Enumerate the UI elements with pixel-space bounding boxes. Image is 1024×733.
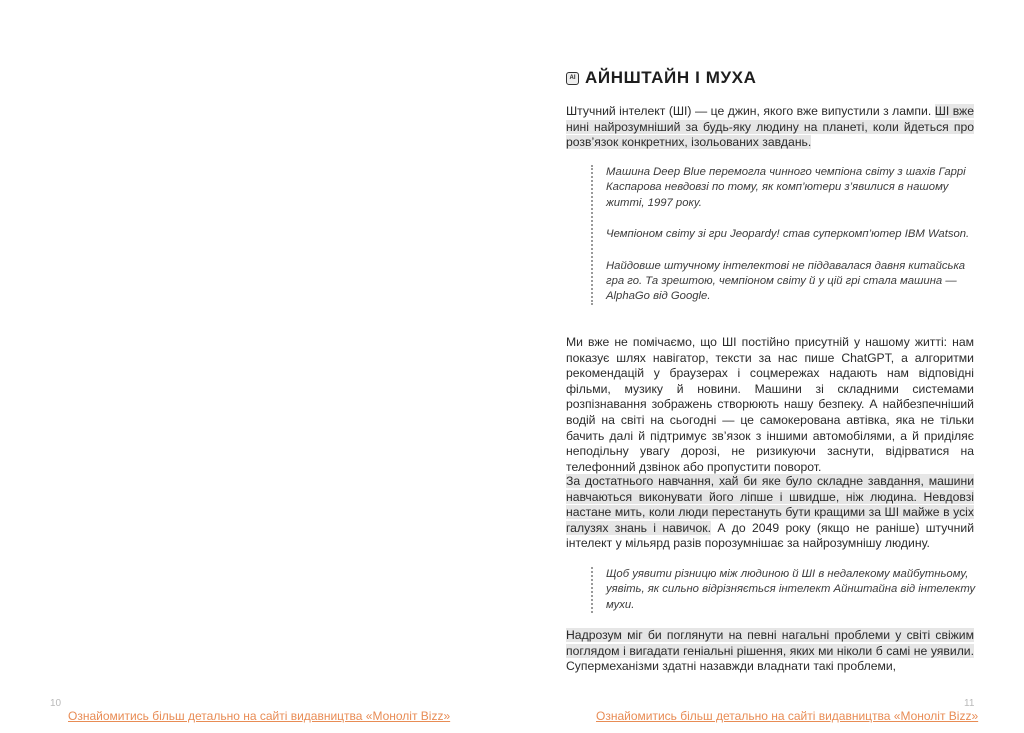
paragraph-ai-everyday xyxy=(566,335,974,475)
quote-item: Машина Deep Blue перемогла чинного чемпіона світу з шахів Гаррі Каспарова невдовзі по тому, як комп’ютери з’явилися в нашому житті, 1997 року. xyxy=(606,166,966,209)
ai-chip-icon: AI xyxy=(566,72,579,85)
quote-item: Щоб уявити різницю між людиною й ШІ в недалекому майбутньому, уявіть, як сильно відрізняється інтелект Айнштайна від інтелекту мухи. xyxy=(606,568,976,611)
section-heading xyxy=(566,68,756,88)
paragraph-intro-text: Штучний інтелект (ШІ) — це джин, якого вже випустили з лампи. xyxy=(566,104,935,118)
paragraph-intro xyxy=(566,104,974,151)
paragraph-learning-highlight: За достатнього навчання, хай би яке було складне завдання, машини навчаються виконувати його ліпше і швидше, ніж людина. Невдовзі настане мить, коли люди перестануть бути кращими за ШІ майже в усіх галузях знань і навичок. xyxy=(566,474,974,535)
paragraph-superintelligence xyxy=(566,628,974,675)
quote-block-2 xyxy=(591,567,976,613)
paragraph-superintelligence-text: Супермеханізми здатні назавжди владнати такі проблеми, xyxy=(566,659,897,674)
page-number-left: 10 xyxy=(50,698,62,709)
page-number-right: 11 xyxy=(964,698,975,709)
publisher-link-left[interactable]: Ознайомитись більш детально на сайті видавництва «Моноліт Bizz» xyxy=(68,709,451,723)
publisher-link-right[interactable]: Ознайомитись більш детально на сайті видавництва «Моноліт Bizz» xyxy=(596,709,979,723)
paragraph-intro-highlight: ШІ вже нині найрозумніший за будь-яку людину на планеті, коли йдеться про розв’язок конкретних, ізольованих завдань. xyxy=(566,104,974,150)
quote-item: Найдовше штучному інтелектові не піддавалася давня китайська гра го. Та зрештою, чемпіоном світу й у цій грі стала машина — AlphaGo від Google. xyxy=(606,259,966,303)
quote-block-1 xyxy=(591,165,976,305)
section-title: АЙНШТАЙН І МУХА xyxy=(585,68,757,87)
paragraph-superintelligence-highlight: Надрозум міг би поглянути на певні нагальні проблеми у світі свіжим поглядом і вигадати геніальні рішення, яких ми ніколи б самі не уявили. xyxy=(566,628,974,658)
quote-item: Чемпіоном світу зі гри Jeopardy! став суперкомп’ютер IBM Watson. xyxy=(606,228,970,241)
paragraph-learning xyxy=(566,474,974,552)
paragraph-ai-everyday-text: Ми вже не помічаємо, що ШІ постійно присутній у нашому житті: нам показує шлях навігатор, тексти за нас пише ChatGPT, а алгоритми рекомендацій у браузерах і соцмережах надають нам відповідні фільми, музику й новини. Машини зі складними системами розпізнавання зображень створюють нашу безпеку. А найбезпечніший водій на світі на сьогодні — це самокерована автівка, яка не тільки бачить далі й підтримує зв’язок з іншими автомобілями, а й приділяє неподільну увагу дорозі, не ризикуючи заснути, відірватися на телефонний дзвінок або пропустити поворот. xyxy=(566,335,974,474)
paragraph-learning-text: А до 2049 року (якщо не раніше) штучний інтелект у мільярд разів порозумнішає за найрозумнішу людину. xyxy=(566,520,974,551)
